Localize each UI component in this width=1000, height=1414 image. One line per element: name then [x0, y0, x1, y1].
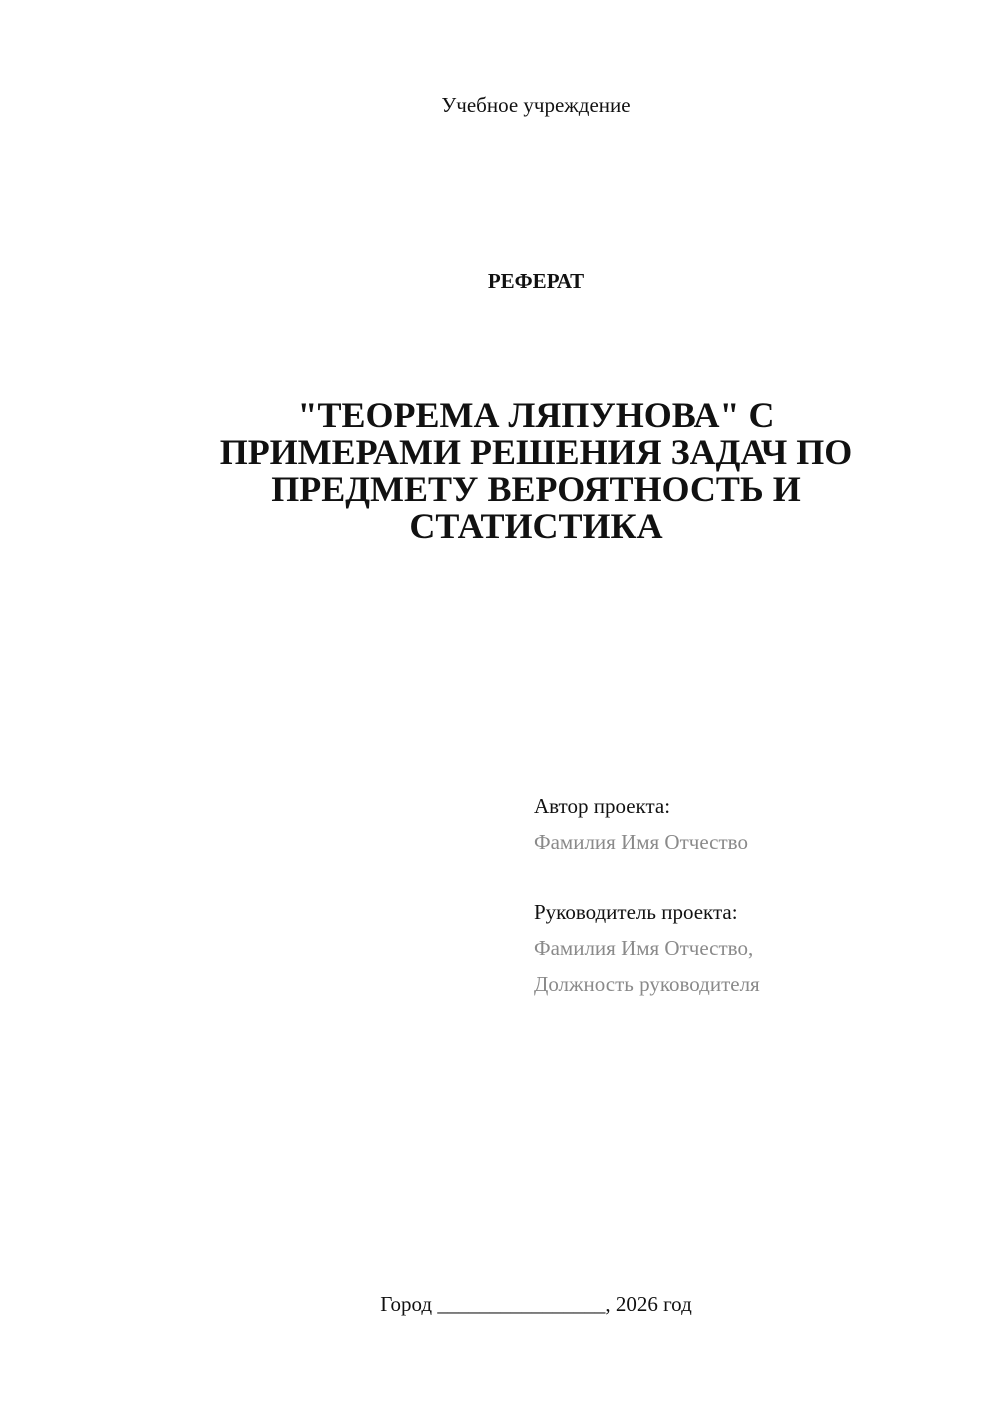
- spacer: [534, 860, 974, 894]
- author-name-placeholder: Фамилия Имя Отчество: [534, 830, 748, 854]
- document-title: [150, 397, 922, 545]
- supervisor-position-placeholder: Должность руководителя: [534, 972, 760, 996]
- supervisor-name-placeholder: Фамилия Имя Отчество,: [534, 936, 754, 960]
- city-year-line: Город ________________, 2026 год: [380, 1292, 692, 1316]
- supervisor-label: Руководитель проекта:: [534, 900, 738, 924]
- author-label: Автор проекта:: [534, 794, 671, 818]
- institution-name: Учебное учреждение: [441, 93, 631, 117]
- title-line: ПРЕДМЕТУ ВЕРОЯТНОСТЬ И: [271, 469, 801, 509]
- title-line: СТАТИСТИКА: [409, 506, 663, 546]
- document-type: РЕФЕРАТ: [487, 269, 585, 293]
- credits-block: [534, 788, 974, 1002]
- title-line: ПРИМЕРАМИ РЕШЕНИЯ ЗАДАЧ ПО: [219, 432, 853, 472]
- title-line: "ТЕОРЕМА ЛЯПУНОВА" С: [297, 395, 775, 435]
